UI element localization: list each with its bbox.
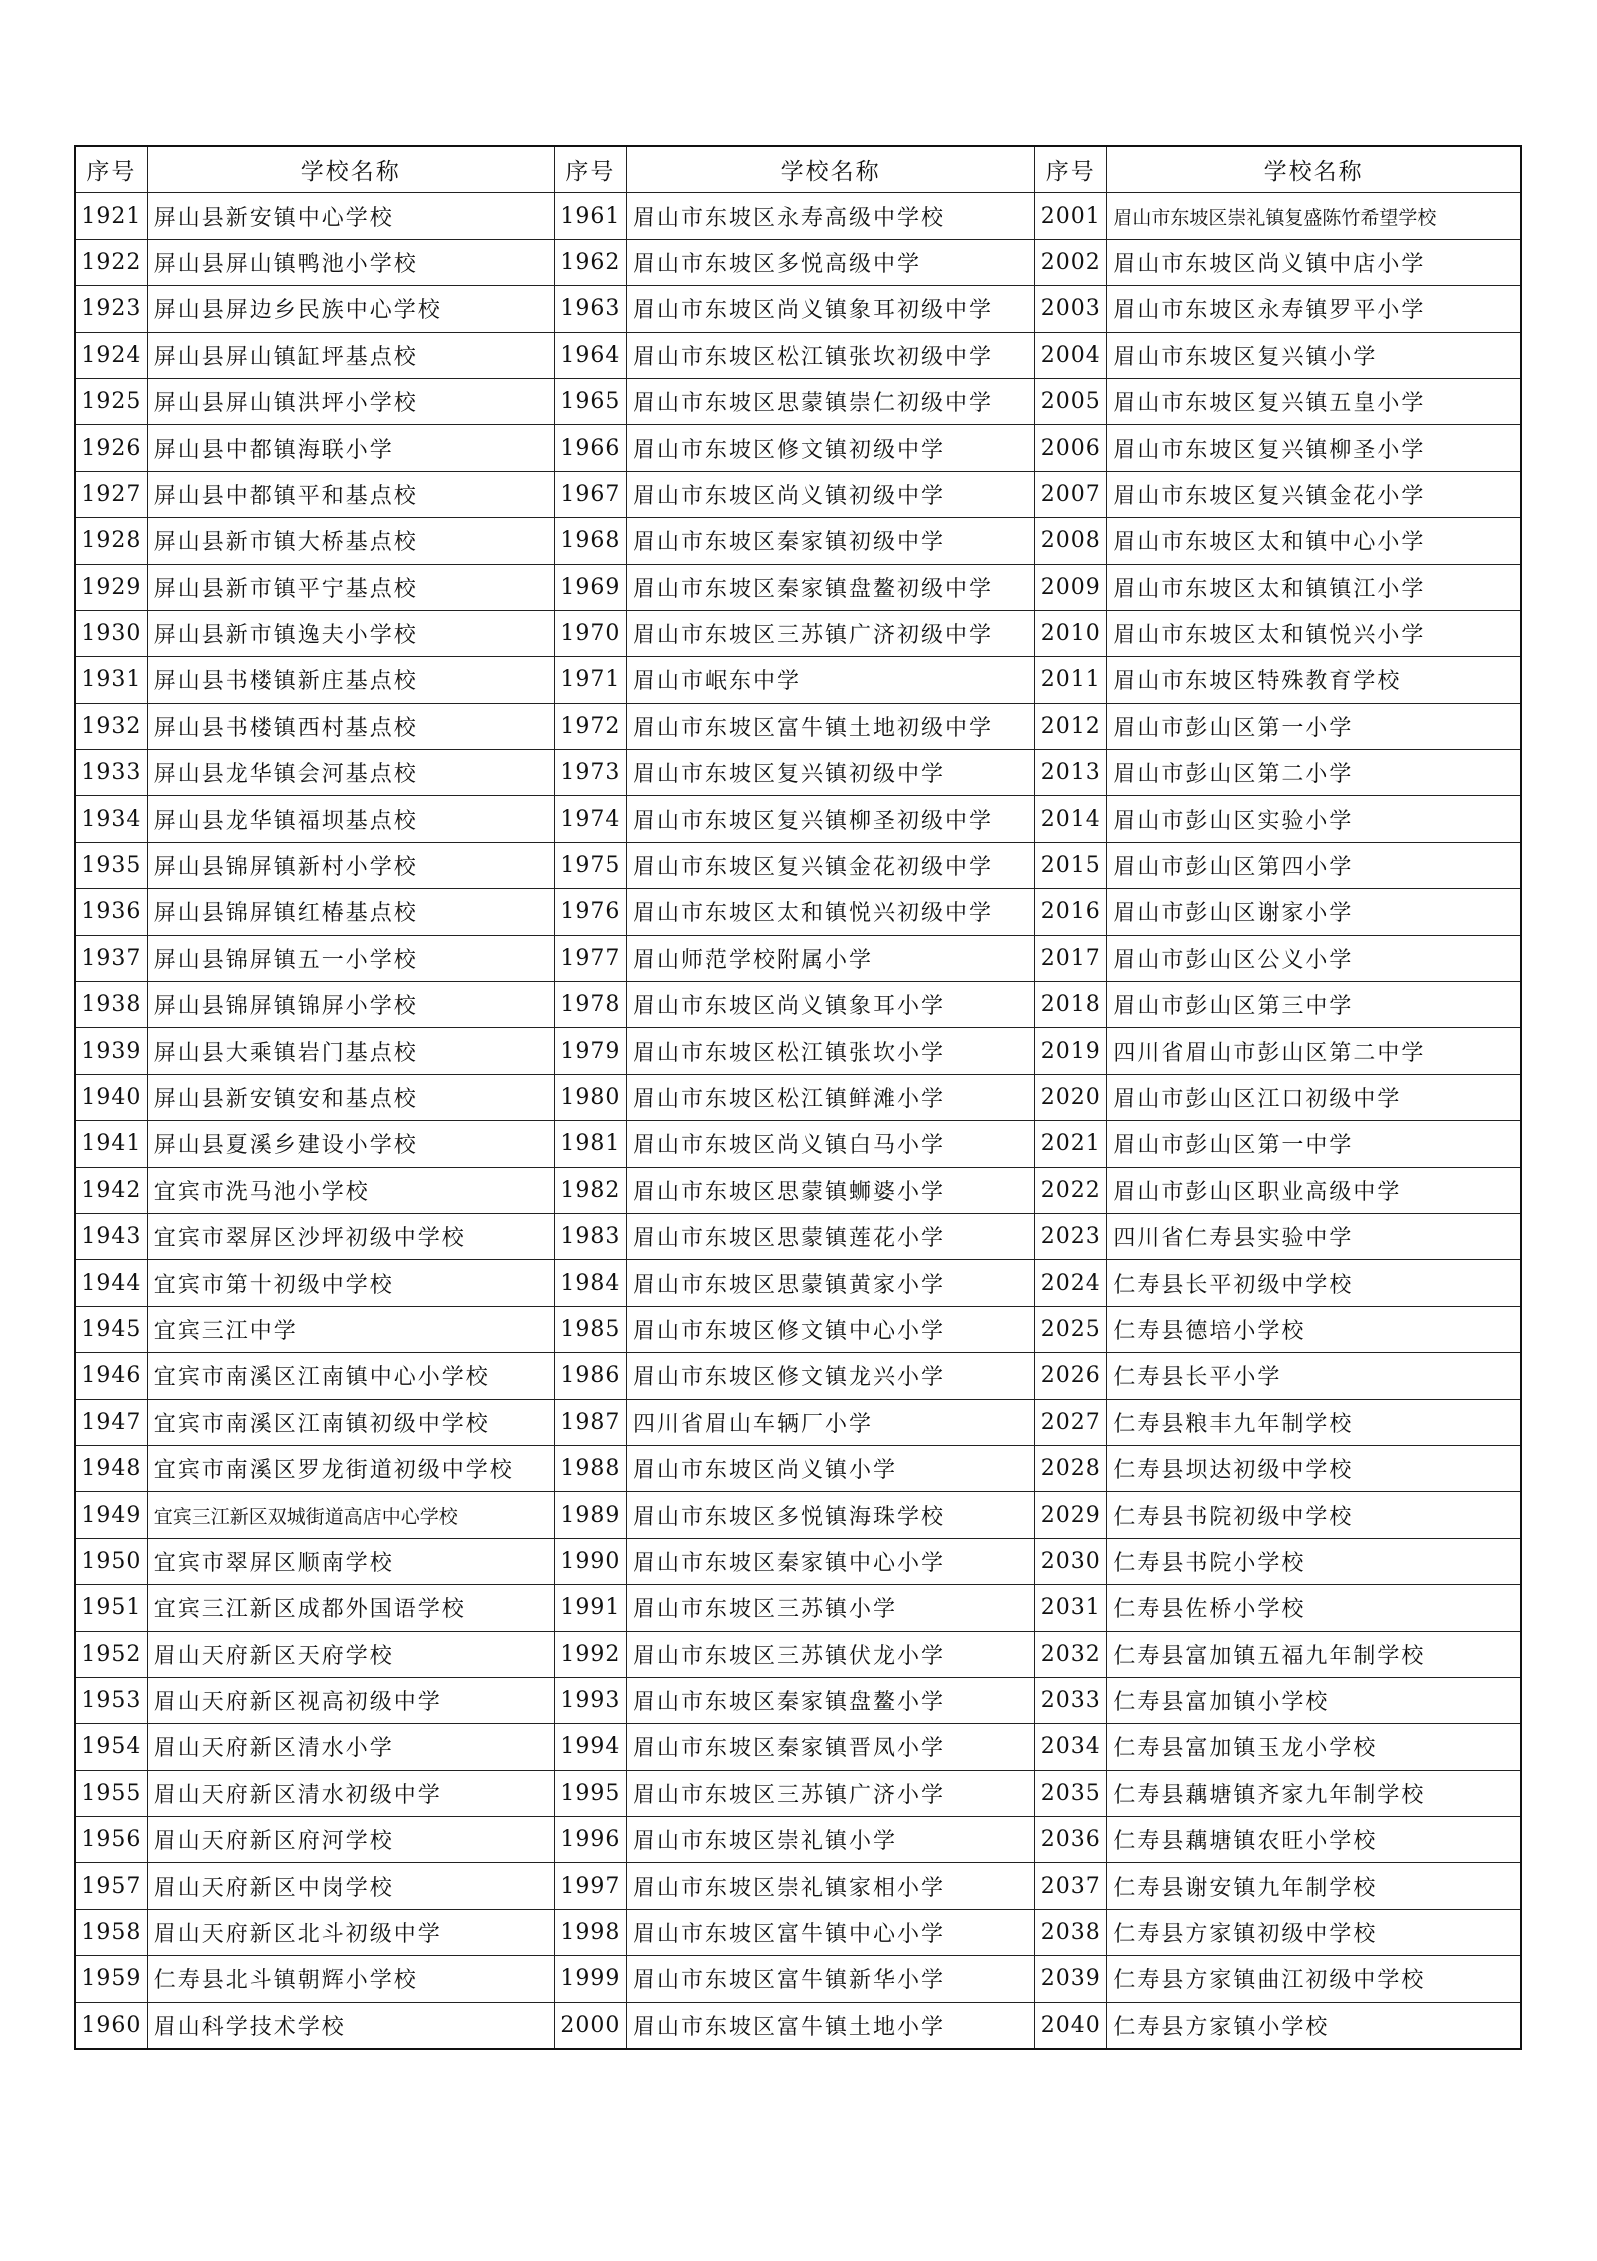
serial-number-cell: 1993 (554, 1677, 626, 1723)
school-name-cell: 屏山县中都镇平和基点校 (147, 471, 554, 517)
table-row (75, 703, 1521, 749)
table-row (75, 982, 1521, 1028)
serial-number-cell: 1996 (554, 1817, 626, 1863)
serial-number-cell: 1999 (554, 1956, 626, 2002)
school-name-cell: 眉山科学技术学校 (147, 2002, 554, 2049)
serial-number-cell: 2039 (1035, 1956, 1107, 2002)
school-name-cell: 眉山市彭山区江口初级中学 (1107, 1074, 1521, 1120)
serial-number-cell: 1966 (554, 425, 626, 471)
serial-number-cell: 2008 (1035, 518, 1107, 564)
serial-number-cell: 2028 (1035, 1445, 1107, 1491)
school-name-cell: 眉山市东坡区崇礼镇家相小学 (627, 1863, 1035, 1909)
serial-number-cell: 2018 (1035, 982, 1107, 1028)
serial-number-cell: 2033 (1035, 1677, 1107, 1723)
school-name-cell: 眉山市彭山区第一小学 (1107, 703, 1521, 749)
school-name-cell: 眉山市彭山区第二小学 (1107, 750, 1521, 796)
serial-number-cell: 1951 (75, 1585, 147, 1631)
school-name-cell: 屏山县新安镇安和基点校 (147, 1074, 554, 1120)
school-name-cell: 眉山市东坡区多悦镇海珠学校 (627, 1492, 1035, 1538)
serial-number-cell: 2019 (1035, 1028, 1107, 1074)
serial-number-cell: 2002 (1035, 239, 1107, 285)
table-row (75, 1399, 1521, 1445)
serial-number-cell: 2022 (1035, 1167, 1107, 1213)
school-name-cell: 眉山天府新区视高初级中学 (147, 1677, 554, 1723)
serial-number-cell: 2010 (1035, 610, 1107, 656)
serial-number-cell: 1953 (75, 1677, 147, 1723)
school-name-cell: 宜宾市翠屏区顺南学校 (147, 1538, 554, 1584)
header-serial-2: 序号 (554, 146, 626, 193)
serial-number-cell: 2012 (1035, 703, 1107, 749)
serial-number-cell: 1925 (75, 378, 147, 424)
school-name-cell: 四川省眉山车辆厂小学 (627, 1399, 1035, 1445)
table-row (75, 1213, 1521, 1259)
serial-number-cell: 1960 (75, 2002, 147, 2049)
school-name-cell: 屏山县书楼镇新庄基点校 (147, 657, 554, 703)
table-row (75, 286, 1521, 332)
serial-number-cell: 1935 (75, 842, 147, 888)
school-name-cell: 眉山天府新区清水初级中学 (147, 1770, 554, 1816)
school-name-cell: 屏山县新安镇中心学校 (147, 193, 554, 239)
school-name-cell: 眉山市东坡区复兴镇柳圣初级中学 (627, 796, 1035, 842)
serial-number-cell: 1970 (554, 610, 626, 656)
serial-number-cell: 1944 (75, 1260, 147, 1306)
school-name-cell: 眉山市东坡区永寿镇罗平小学 (1107, 286, 1521, 332)
serial-number-cell: 2030 (1035, 1538, 1107, 1584)
serial-number-cell: 1926 (75, 425, 147, 471)
school-name-cell: 仁寿县富加镇小学校 (1107, 1677, 1521, 1723)
school-name-cell: 眉山市彭山区第一中学 (1107, 1121, 1521, 1167)
school-name-cell: 眉山市东坡区富牛镇土地初级中学 (627, 703, 1035, 749)
table-row (75, 1956, 1521, 2002)
serial-number-cell: 1932 (75, 703, 147, 749)
school-name-cell: 眉山师范学校附属小学 (627, 935, 1035, 981)
table-row (75, 378, 1521, 424)
school-name-cell: 眉山市东坡区尚义镇象耳小学 (627, 982, 1035, 1028)
table-row (75, 471, 1521, 517)
school-name-cell: 仁寿县藕塘镇农旺小学校 (1107, 1817, 1521, 1863)
school-name-cell: 仁寿县长平初级中学校 (1107, 1260, 1521, 1306)
serial-number-cell: 1986 (554, 1353, 626, 1399)
serial-number-cell: 1972 (554, 703, 626, 749)
school-name-cell: 眉山市东坡区秦家镇初级中学 (627, 518, 1035, 564)
serial-number-cell: 1922 (75, 239, 147, 285)
table-row (75, 1677, 1521, 1723)
serial-number-cell: 1924 (75, 332, 147, 378)
serial-number-cell: 1976 (554, 889, 626, 935)
school-name-cell: 仁寿县佐桥小学校 (1107, 1585, 1521, 1631)
serial-number-cell: 2036 (1035, 1817, 1107, 1863)
table-row (75, 935, 1521, 981)
school-name-cell: 眉山市彭山区第三中学 (1107, 982, 1521, 1028)
table-row (75, 1724, 1521, 1770)
school-name-cell: 屏山县中都镇海联小学 (147, 425, 554, 471)
table-body (75, 193, 1521, 2049)
serial-number-cell: 1982 (554, 1167, 626, 1213)
school-name-cell: 眉山市东坡区秦家镇盘鳌小学 (627, 1677, 1035, 1723)
serial-number-cell: 1945 (75, 1306, 147, 1352)
school-name-cell: 屏山县大乘镇岩门基点校 (147, 1028, 554, 1074)
school-name-cell: 眉山市东坡区思蒙镇黄家小学 (627, 1260, 1035, 1306)
serial-number-cell: 1991 (554, 1585, 626, 1631)
serial-number-cell: 1967 (554, 471, 626, 517)
serial-number-cell: 1952 (75, 1631, 147, 1677)
table-row (75, 1631, 1521, 1677)
serial-number-cell: 2025 (1035, 1306, 1107, 1352)
school-name-cell: 眉山天府新区清水小学 (147, 1724, 554, 1770)
table-row (75, 1353, 1521, 1399)
table-row (75, 1817, 1521, 1863)
school-name-cell: 屏山县新市镇逸夫小学校 (147, 610, 554, 656)
serial-number-cell: 2032 (1035, 1631, 1107, 1677)
school-name-cell: 仁寿县方家镇小学校 (1107, 2002, 1521, 2049)
school-name-cell: 眉山天府新区天府学校 (147, 1631, 554, 1677)
serial-number-cell: 1971 (554, 657, 626, 703)
school-name-cell: 眉山市东坡区复兴镇初级中学 (627, 750, 1035, 796)
serial-number-cell: 1942 (75, 1167, 147, 1213)
serial-number-cell: 1987 (554, 1399, 626, 1445)
school-name-cell: 屏山县屏山镇缸坪基点校 (147, 332, 554, 378)
serial-number-cell: 1975 (554, 842, 626, 888)
school-name-cell: 眉山市东坡区修文镇初级中学 (627, 425, 1035, 471)
table-row (75, 1909, 1521, 1955)
table-row (75, 1167, 1521, 1213)
serial-number-cell: 2009 (1035, 564, 1107, 610)
school-name-cell: 屏山县锦屏镇锦屏小学校 (147, 982, 554, 1028)
serial-number-cell: 1998 (554, 1909, 626, 1955)
school-name-cell: 仁寿县书院小学校 (1107, 1538, 1521, 1584)
serial-number-cell: 1985 (554, 1306, 626, 1352)
serial-number-cell: 1947 (75, 1399, 147, 1445)
serial-number-cell: 2034 (1035, 1724, 1107, 1770)
serial-number-cell: 2020 (1035, 1074, 1107, 1120)
serial-number-cell: 2017 (1035, 935, 1107, 981)
header-school-name-2: 学校名称 (627, 146, 1035, 193)
school-name-cell: 仁寿县富加镇玉龙小学校 (1107, 1724, 1521, 1770)
serial-number-cell: 2016 (1035, 889, 1107, 935)
school-name-cell: 眉山市东坡区思蒙镇莲花小学 (627, 1213, 1035, 1259)
serial-number-cell: 1921 (75, 193, 147, 239)
school-name-cell: 眉山市东坡区太和镇中心小学 (1107, 518, 1521, 564)
serial-number-cell: 1934 (75, 796, 147, 842)
serial-number-cell: 2021 (1035, 1121, 1107, 1167)
school-name-cell: 眉山市东坡区三苏镇广济小学 (627, 1770, 1035, 1816)
school-name-cell: 眉山市东坡区秦家镇晋凤小学 (627, 1724, 1035, 1770)
table-row (75, 425, 1521, 471)
school-name-cell: 宜宾三江新区双城街道高店中心学校 (147, 1492, 554, 1538)
table-row (75, 1121, 1521, 1167)
table-row (75, 750, 1521, 796)
school-name-cell: 屏山县锦屏镇新村小学校 (147, 842, 554, 888)
school-name-cell: 眉山市东坡区思蒙镇蛳婆小学 (627, 1167, 1035, 1213)
serial-number-cell: 1950 (75, 1538, 147, 1584)
serial-number-cell: 1923 (75, 286, 147, 332)
serial-number-cell: 1959 (75, 1956, 147, 2002)
serial-number-cell: 1954 (75, 1724, 147, 1770)
school-name-cell: 屏山县屏山镇鸭池小学校 (147, 239, 554, 285)
school-name-cell: 仁寿县坝达初级中学校 (1107, 1445, 1521, 1491)
serial-number-cell: 2004 (1035, 332, 1107, 378)
table-row (75, 842, 1521, 888)
serial-number-cell: 2005 (1035, 378, 1107, 424)
serial-number-cell: 2023 (1035, 1213, 1107, 1259)
school-name-cell: 仁寿县方家镇曲江初级中学校 (1107, 1956, 1521, 2002)
school-name-cell: 眉山市东坡区太和镇悦兴小学 (1107, 610, 1521, 656)
table-row (75, 1863, 1521, 1909)
table-row (75, 1538, 1521, 1584)
school-name-cell: 眉山市东坡区复兴镇金花初级中学 (627, 842, 1035, 888)
table-row (75, 518, 1521, 564)
serial-number-cell: 1963 (554, 286, 626, 332)
serial-number-cell: 2013 (1035, 750, 1107, 796)
serial-number-cell: 2011 (1035, 657, 1107, 703)
school-name-cell: 眉山市东坡区太和镇镇江小学 (1107, 564, 1521, 610)
serial-number-cell: 1927 (75, 471, 147, 517)
serial-number-cell: 1955 (75, 1770, 147, 1816)
school-name-cell: 眉山市东坡区复兴镇柳圣小学 (1107, 425, 1521, 471)
table-row (75, 332, 1521, 378)
school-name-cell: 宜宾三江中学 (147, 1306, 554, 1352)
serial-number-cell: 2014 (1035, 796, 1107, 842)
school-name-cell: 屏山县锦屏镇五一小学校 (147, 935, 554, 981)
serial-number-cell: 1968 (554, 518, 626, 564)
serial-number-cell: 1988 (554, 1445, 626, 1491)
serial-number-cell: 1929 (75, 564, 147, 610)
school-name-cell: 眉山天府新区府河学校 (147, 1817, 554, 1863)
table-row (75, 889, 1521, 935)
school-name-cell: 眉山市彭山区谢家小学 (1107, 889, 1521, 935)
serial-number-cell: 1964 (554, 332, 626, 378)
school-name-cell: 宜宾市南溪区罗龙街道初级中学校 (147, 1445, 554, 1491)
school-name-cell: 屏山县龙华镇会河基点校 (147, 750, 554, 796)
serial-number-cell: 1974 (554, 796, 626, 842)
serial-number-cell: 1981 (554, 1121, 626, 1167)
serial-number-cell: 1939 (75, 1028, 147, 1074)
school-name-cell: 眉山市东坡区崇礼镇小学 (627, 1817, 1035, 1863)
serial-number-cell: 1928 (75, 518, 147, 564)
serial-number-cell: 2031 (1035, 1585, 1107, 1631)
school-name-cell: 眉山市东坡区复兴镇小学 (1107, 332, 1521, 378)
serial-number-cell: 1992 (554, 1631, 626, 1677)
serial-number-cell: 1943 (75, 1213, 147, 1259)
serial-number-cell: 2037 (1035, 1863, 1107, 1909)
school-name-cell: 宜宾市南溪区江南镇初级中学校 (147, 1399, 554, 1445)
school-name-cell: 屏山县锦屏镇红椿基点校 (147, 889, 554, 935)
school-name-cell: 眉山市东坡区永寿高级中学校 (627, 193, 1035, 239)
school-name-cell: 仁寿县长平小学 (1107, 1353, 1521, 1399)
table-row (75, 1770, 1521, 1816)
school-name-cell: 宜宾市翠屏区沙坪初级中学校 (147, 1213, 554, 1259)
serial-number-cell: 1973 (554, 750, 626, 796)
school-name-cell: 屏山县新市镇大桥基点校 (147, 518, 554, 564)
serial-number-cell: 1933 (75, 750, 147, 796)
serial-number-cell: 1969 (554, 564, 626, 610)
header-serial-1: 序号 (75, 146, 147, 193)
school-name-cell: 仁寿县藕塘镇齐家九年制学校 (1107, 1770, 1521, 1816)
school-name-cell: 宜宾市洗马池小学校 (147, 1167, 554, 1213)
serial-number-cell: 2000 (554, 2002, 626, 2049)
table-row (75, 239, 1521, 285)
serial-number-cell: 1980 (554, 1074, 626, 1120)
serial-number-cell: 1958 (75, 1909, 147, 1955)
school-name-cell: 仁寿县谢安镇九年制学校 (1107, 1863, 1521, 1909)
school-name-cell: 眉山市东坡区松江镇张坎初级中学 (627, 332, 1035, 378)
table-row (75, 1492, 1521, 1538)
school-name-cell: 眉山市东坡区秦家镇中心小学 (627, 1538, 1035, 1584)
school-name-cell: 眉山市岷东中学 (627, 657, 1035, 703)
school-name-cell: 屏山县屏边乡民族中心学校 (147, 286, 554, 332)
school-name-cell: 眉山市东坡区三苏镇小学 (627, 1585, 1035, 1631)
school-list-table (74, 145, 1522, 2050)
serial-number-cell: 2006 (1035, 425, 1107, 471)
school-name-cell: 眉山市东坡区修文镇中心小学 (627, 1306, 1035, 1352)
school-name-cell: 仁寿县富加镇五福九年制学校 (1107, 1631, 1521, 1677)
school-name-cell: 仁寿县德培小学校 (1107, 1306, 1521, 1352)
serial-number-cell: 2003 (1035, 286, 1107, 332)
header-school-name-1: 学校名称 (147, 146, 554, 193)
school-name-cell: 眉山市东坡区三苏镇伏龙小学 (627, 1631, 1035, 1677)
serial-number-cell: 1979 (554, 1028, 626, 1074)
school-name-cell: 眉山市东坡区松江镇张坎小学 (627, 1028, 1035, 1074)
table-row (75, 1585, 1521, 1631)
serial-number-cell: 1940 (75, 1074, 147, 1120)
table-row (75, 1306, 1521, 1352)
school-name-cell: 仁寿县方家镇初级中学校 (1107, 1909, 1521, 1955)
serial-number-cell: 1949 (75, 1492, 147, 1538)
serial-number-cell: 2027 (1035, 1399, 1107, 1445)
school-name-cell: 眉山市东坡区尚义镇中店小学 (1107, 239, 1521, 285)
school-name-cell: 眉山市东坡区尚义镇小学 (627, 1445, 1035, 1491)
serial-number-cell: 1990 (554, 1538, 626, 1584)
serial-number-cell: 1989 (554, 1492, 626, 1538)
serial-number-cell: 1937 (75, 935, 147, 981)
school-name-cell: 宜宾市南溪区江南镇中心小学校 (147, 1353, 554, 1399)
serial-number-cell: 2040 (1035, 2002, 1107, 2049)
serial-number-cell: 2038 (1035, 1909, 1107, 1955)
school-name-cell: 眉山市东坡区太和镇悦兴初级中学 (627, 889, 1035, 935)
serial-number-cell: 1931 (75, 657, 147, 703)
serial-number-cell: 1994 (554, 1724, 626, 1770)
table-row (75, 796, 1521, 842)
school-name-cell: 仁寿县北斗镇朝辉小学校 (147, 1956, 554, 2002)
school-name-cell: 眉山市东坡区尚义镇白马小学 (627, 1121, 1035, 1167)
school-name-cell: 四川省仁寿县实验中学 (1107, 1213, 1521, 1259)
table-row (75, 657, 1521, 703)
serial-number-cell: 1948 (75, 1445, 147, 1491)
school-name-cell: 眉山市东坡区富牛镇中心小学 (627, 1909, 1035, 1955)
school-name-cell: 眉山市东坡区富牛镇土地小学 (627, 2002, 1035, 2049)
school-name-cell: 四川省眉山市彭山区第二中学 (1107, 1028, 1521, 1074)
serial-number-cell: 1946 (75, 1353, 147, 1399)
school-name-cell: 屏山县屏山镇洪坪小学校 (147, 378, 554, 424)
school-name-cell: 眉山天府新区北斗初级中学 (147, 1909, 554, 1955)
school-name-cell: 眉山市东坡区多悦高级中学 (627, 239, 1035, 285)
table-row (75, 193, 1521, 239)
serial-number-cell: 2015 (1035, 842, 1107, 888)
school-name-cell: 眉山市东坡区修文镇龙兴小学 (627, 1353, 1035, 1399)
serial-number-cell: 1956 (75, 1817, 147, 1863)
serial-number-cell: 1962 (554, 239, 626, 285)
school-name-cell: 屏山县新市镇平宁基点校 (147, 564, 554, 610)
school-name-cell: 眉山市东坡区复兴镇五皇小学 (1107, 378, 1521, 424)
serial-number-cell: 2035 (1035, 1770, 1107, 1816)
table-row (75, 610, 1521, 656)
school-name-cell: 屏山县龙华镇福坝基点校 (147, 796, 554, 842)
table-row (75, 1445, 1521, 1491)
school-name-cell: 仁寿县书院初级中学校 (1107, 1492, 1521, 1538)
school-name-cell: 眉山市彭山区职业高级中学 (1107, 1167, 1521, 1213)
school-name-cell: 仁寿县粮丰九年制学校 (1107, 1399, 1521, 1445)
serial-number-cell: 1930 (75, 610, 147, 656)
serial-number-cell: 1961 (554, 193, 626, 239)
school-name-cell: 眉山市东坡区特殊教育学校 (1107, 657, 1521, 703)
school-name-cell: 眉山市东坡区思蒙镇崇仁初级中学 (627, 378, 1035, 424)
header-serial-3: 序号 (1035, 146, 1107, 193)
header-school-name-3: 学校名称 (1107, 146, 1521, 193)
school-name-cell: 屏山县夏溪乡建设小学校 (147, 1121, 554, 1167)
school-name-cell: 宜宾三江新区成都外国语学校 (147, 1585, 554, 1631)
school-name-cell: 眉山市东坡区富牛镇新华小学 (627, 1956, 1035, 2002)
serial-number-cell: 1957 (75, 1863, 147, 1909)
school-name-cell: 眉山市彭山区公义小学 (1107, 935, 1521, 981)
serial-number-cell: 1997 (554, 1863, 626, 1909)
serial-number-cell: 2024 (1035, 1260, 1107, 1306)
school-name-cell: 眉山市东坡区复兴镇金花小学 (1107, 471, 1521, 517)
school-name-cell: 宜宾市第十初级中学校 (147, 1260, 554, 1306)
table-row (75, 1260, 1521, 1306)
school-name-cell: 眉山市东坡区三苏镇广济初级中学 (627, 610, 1035, 656)
school-name-cell: 眉山市东坡区秦家镇盘鳌初级中学 (627, 564, 1035, 610)
serial-number-cell: 2026 (1035, 1353, 1107, 1399)
serial-number-cell: 1938 (75, 982, 147, 1028)
serial-number-cell: 2001 (1035, 193, 1107, 239)
serial-number-cell: 1983 (554, 1213, 626, 1259)
school-name-cell: 眉山市彭山区第四小学 (1107, 842, 1521, 888)
school-name-cell: 眉山市彭山区实验小学 (1107, 796, 1521, 842)
table-row (75, 564, 1521, 610)
school-name-cell: 眉山市东坡区尚义镇初级中学 (627, 471, 1035, 517)
school-name-cell: 眉山市东坡区尚义镇象耳初级中学 (627, 286, 1035, 332)
serial-number-cell: 1977 (554, 935, 626, 981)
school-name-cell: 眉山市东坡区松江镇鲜滩小学 (627, 1074, 1035, 1120)
serial-number-cell: 1978 (554, 982, 626, 1028)
school-name-cell: 屏山县书楼镇西村基点校 (147, 703, 554, 749)
school-name-cell: 眉山天府新区中岗学校 (147, 1863, 554, 1909)
serial-number-cell: 1936 (75, 889, 147, 935)
serial-number-cell: 1984 (554, 1260, 626, 1306)
serial-number-cell: 1941 (75, 1121, 147, 1167)
serial-number-cell: 2007 (1035, 471, 1107, 517)
serial-number-cell: 1965 (554, 378, 626, 424)
school-name-cell: 眉山市东坡区崇礼镇复盛陈竹希望学校 (1107, 193, 1521, 239)
serial-number-cell: 2029 (1035, 1492, 1107, 1538)
table-row (75, 2002, 1521, 2049)
serial-number-cell: 1995 (554, 1770, 626, 1816)
table-row (75, 1028, 1521, 1074)
table-row (75, 1074, 1521, 1120)
table-header-row (75, 146, 1521, 193)
